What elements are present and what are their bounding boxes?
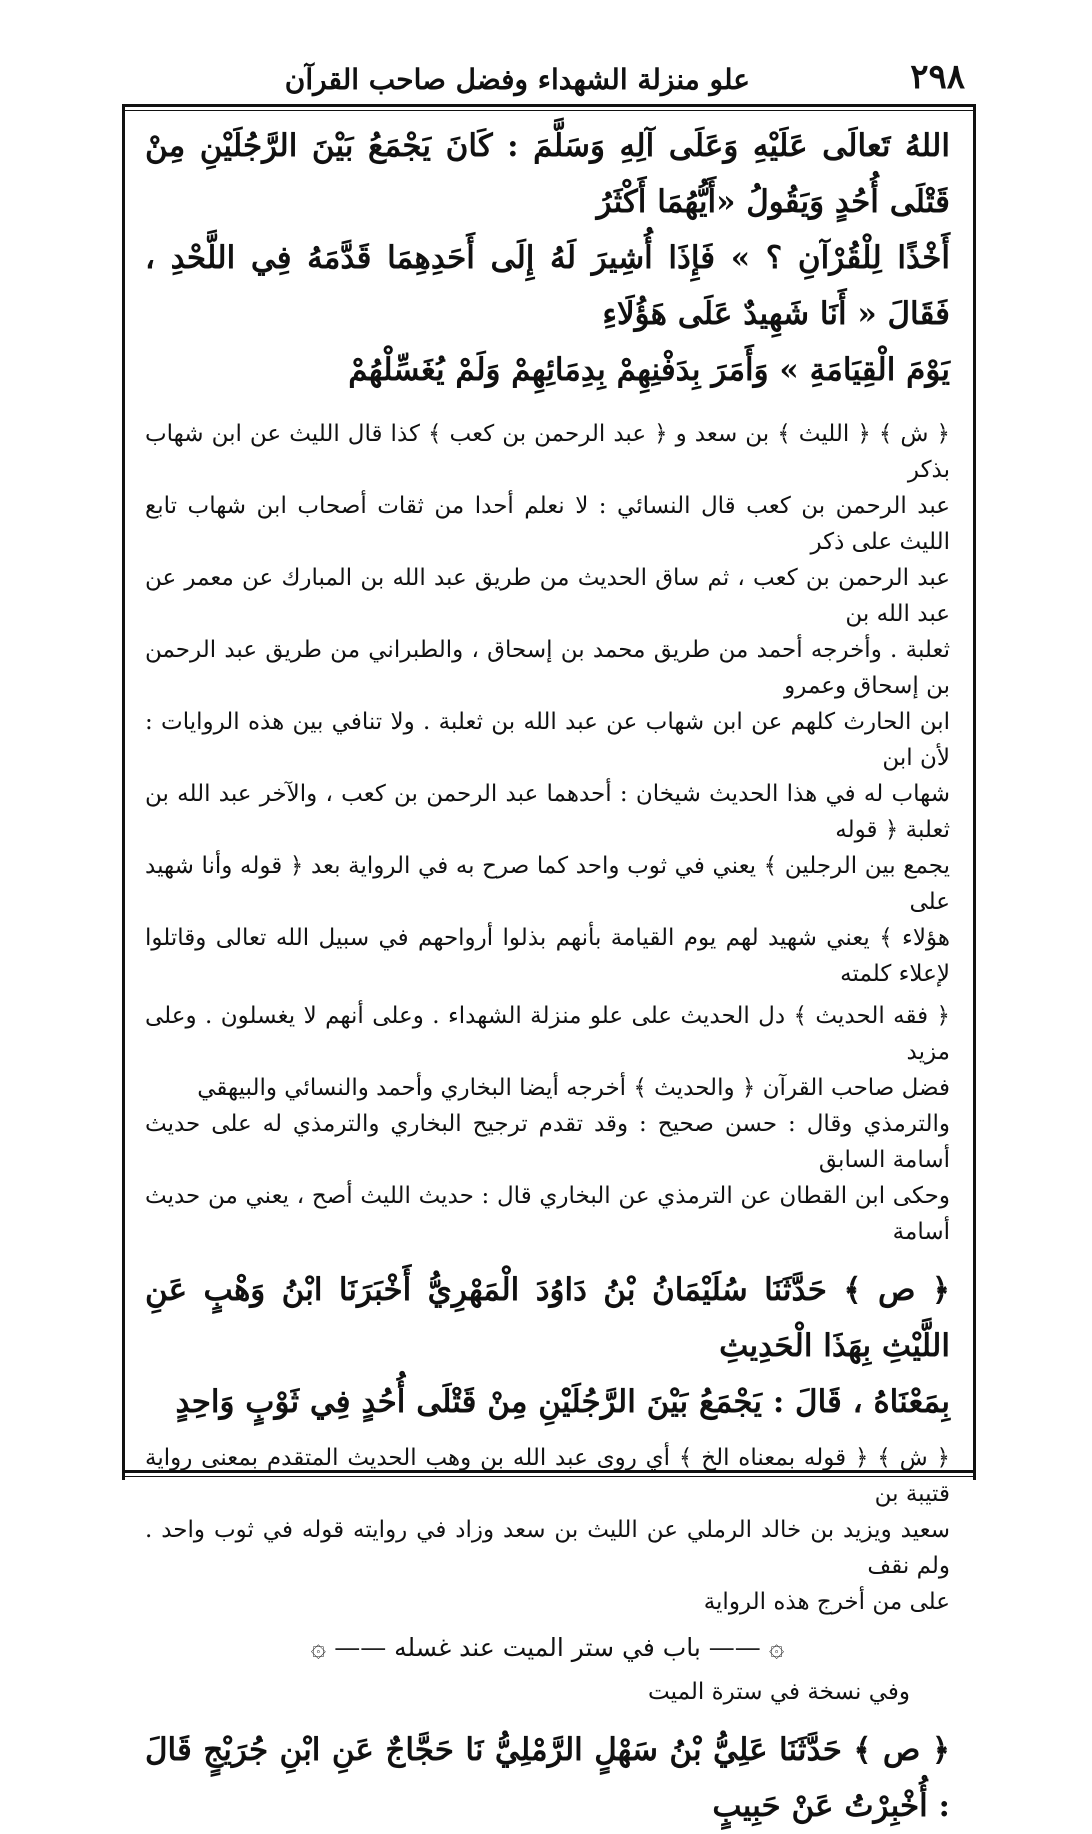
commentary-block-3 <box>145 1440 950 1620</box>
hadith-text-block-3 <box>145 1722 950 1834</box>
text-line: يَوْمَ الْقِيَامَةِ » وَأَمَرَ بِدَفْنِهِمْ بِدِمَائِهِمْ وَلَمْ يُغَسِّلْهُمْ <box>348 352 950 388</box>
text-line: ابن الحارث كلهم عن ابن شهاب عن عبد الله بن ثعلبة . ولا تنافي بين هذه الروايات : لأن ابن <box>145 709 950 771</box>
text-line: بِمَعْنَاهُ ، قَالَ : يَجْمَعُ بَيْنَ الرَّجُلَيْنِ مِنْ قَتْلَى أُحُدٍ فِي ثَوْبٍ وَاحِدٍ <box>175 1384 950 1420</box>
chapter-heading <box>145 1626 950 1670</box>
commentary-block-2 <box>145 998 950 1250</box>
ornament-left: —— ۞ <box>310 1633 387 1663</box>
text-line: ﴿ فقه الحديث ﴾ دل الحديث على علو منزلة الشهداء . وعلى أنهم لا يغسلون . وعلى مزيد <box>145 1003 950 1065</box>
text-line: شهاب له في هذا الحديث شيخان : أحدهما عبد الرحمن بن كعب ، والآخر عبد الله بن ثعلبة ﴿ قوله <box>145 781 950 843</box>
page-number: ٢٩٨ <box>910 57 965 97</box>
text-line: هؤلاء ﴾ يعني شهيد لهم يوم القيامة بأنهم بذلوا أرواحهم في سبيل الله تعالى وقاتلوا لإعلاء كلمته <box>145 925 950 987</box>
chapter-title: باب في ستر الميت عند غسله <box>394 1633 701 1662</box>
text-line: على من أخرج هذه الرواية <box>703 1589 950 1615</box>
text-line: أَخْذًا لِلْقُرْآنِ ؟ » فَإِذَا أُشِيرَ لَهُ إِلَى أَحَدِهِمَا قَدَّمَهُ فِي اللَّحْدِ ، فَقَالَ « أَنَا شَهِيدٌ عَلَى هَؤُلَاءِ <box>145 240 950 332</box>
hadith-text-block-1 <box>145 118 950 398</box>
ornament-right: ۞ —— <box>708 1633 785 1663</box>
text-line: ﴿ ش ﴾ ﴿ الليث ﴾ بن سعد و ﴿ عبد الرحمن بن كعب ﴾ كذا قال الليث عن ابن شهاب بذكر <box>145 421 950 483</box>
text-line: ثعلبة . وأخرجه أحمد من طريق محمد بن إسحاق ، والطبراني من طريق عبد الرحمن بن إسحاق وعمرو <box>145 637 950 699</box>
hadith-text-block-2 <box>145 1262 950 1430</box>
text-line: والترمذي وقال : حسن صحيح : وقد تقدم ترجيح البخاري والترمذي له على حديث أسامة السابق <box>145 1111 950 1173</box>
running-title: علو منزلة الشهداء وفضل صاحب القرآن <box>284 63 750 96</box>
text-line: وحكى ابن القطان عن الترمذي عن البخاري قال : حديث الليث أصح ، يعني من حديث أسامة <box>145 1183 950 1245</box>
text-line: عبد الرحمن بن كعب قال النسائي : لا نعلم أحدا من ثقات أصحاب ابن شهاب تابع الليث على ذكر <box>145 493 950 555</box>
text-line: سعيد ويزيد بن خالد الرملي عن الليث بن سعد وزاد في روايته قوله في ثوب واحد . ولم نقف <box>145 1517 950 1579</box>
text-line: عبد الرحمن بن كعب ، ثم ساق الحديث من طريق عبد الله بن المبارك عن معمر عن عبد الله بن <box>145 565 950 627</box>
text-line: ﴿ ص ﴾ حَدَّثَنَا سُلَيْمَانُ بْنُ دَاوُدَ الْمَهْرِيُّ أَخْبَرَنَا ابْنُ وَهْبٍ عَنِ اللَّيْثِ بِهَذَا الْحَدِيثِ <box>145 1272 950 1364</box>
text-line: اللهُ تَعالَى عَلَيْهِ وَعَلَى آلِهِ وَسَلَّمَ : كَانَ يَجْمَعُ بَيْنَ الرَّجُلَيْنِ مِنْ قَتْلَى أُحُدٍ وَيَقُولُ «أَيُّهُمَا أَكْثَرُ <box>145 128 950 220</box>
page-body <box>145 118 950 1834</box>
text-line: فضل صاحب القرآن ﴿ والحديث ﴾ أخرجه أيضا البخاري وأحمد والنسائي والبيهقي <box>197 1075 950 1101</box>
commentary-block-1 <box>145 416 950 992</box>
text-line: يجمع بين الرجلين ﴾ يعني في ثوب واحد كما صرح به في الرواية بعد ﴿ قوله وأنا شهيد على <box>145 853 950 915</box>
page-header <box>125 55 965 105</box>
manuscript-note: وفي نسخة في سترة الميت <box>648 1679 910 1705</box>
text-line: ﴿ ش ﴾ ﴿ قوله بمعناه الخ ﴾ أي روى عبد الله بن وهب الحديث المتقدم بمعنى رواية قتيبة بن <box>145 1445 950 1507</box>
text-line: ﴿ ص ﴾ حَدَّثَنَا عَلِيُّ بْنُ سَهْلٍ الرَّمْلِيُّ نَا حَجَّاجٌ عَنِ ابْنِ جُرَيْجٍ قَالَ : أُخْبِرْتُ عَنْ حَبِيبٍ <box>145 1732 950 1824</box>
